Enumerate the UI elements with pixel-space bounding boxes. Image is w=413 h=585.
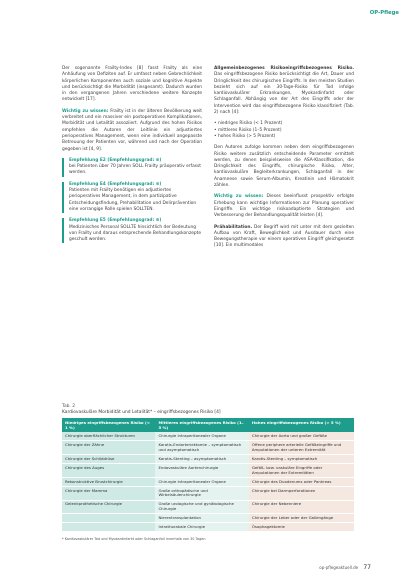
table-cell: Chirurgie des Auges <box>62 464 155 478</box>
table-cell: Chirurgie des Duodenums oder Pankreas <box>249 477 354 486</box>
table-cell: Chirurgie der Mamma <box>62 486 155 500</box>
left-column <box>62 66 202 248</box>
list-item: • mittleres Risiko (1–5 Prozent) <box>214 127 282 133</box>
lead-in: Wichtig zu wissen: <box>214 194 264 200</box>
recommendation-box <box>62 182 202 213</box>
lead-in: Wichtig zu wissen: <box>62 108 109 114</box>
table-row <box>62 500 354 514</box>
table-cell: Endovaskuläre Aortenchirurgie <box>155 464 248 478</box>
right-column <box>214 66 354 255</box>
recommendation-title: Empfehlung E4 (Empfehlungsgrad: ⊕) <box>69 181 162 187</box>
table-cell: Chirurgie der Schilddrüse <box>62 455 155 464</box>
page-footer <box>319 564 371 571</box>
column-header-medium: Mittleres eingriffsbezogenes Risiko (1–5 %) <box>155 418 248 432</box>
list-item: • niedriges Risiko (< 1 Prozent) <box>214 121 283 127</box>
column-header-high: Hohes eingriffsbezogenes Risiko (> 5 %) <box>249 418 354 432</box>
table-row <box>62 514 354 523</box>
table-row <box>62 464 354 478</box>
column-header-low: Niedriges eingriffsbezogenes Risiko (< 1 %) <box>62 418 155 432</box>
table-cell: Chirurgie der Zähne <box>62 441 155 455</box>
table-cell: Gefäß- bzw. vaskuläre Eingriffe oder Amputationen der Extremitäten <box>249 464 354 478</box>
recommendation-title: Empfehlung E5 (Empfehlungsgrad: ⊕) <box>69 218 162 224</box>
table-cell: Chirurgie der Aorta und großer Gefäße <box>249 432 354 440</box>
table-row <box>62 455 354 464</box>
table-caption <box>62 404 221 416</box>
table-cell: Chirurgie intraperitonealer Organe <box>155 477 248 486</box>
table-number: Tab. 2 <box>62 404 76 409</box>
paragraph <box>214 194 354 219</box>
table-cell: Chirurgie oberflächlicher Strukturen <box>62 432 155 440</box>
lead-in: Prähabilitation. <box>214 224 253 230</box>
paragraph: Der sogenannte Frailty-Index [8] fasst Frailty als eine Anhäufung von Defiziten auf. Er umfasst neben Gebrechlichkeit körperlichen Komponenten auch soziale und kognitive Aspekte und berücksichtigt die Morbidität (insgesamt). Dadurch wurden in den vergangenen Jahren verschiedene weitere Konzepte entwickelt [17]. <box>62 66 202 103</box>
paragraph-text: Der Begriff wird mit unter mit dem gezielten Aufbau von Kraft, Beweglichkeit und Ausdauer durch eine Bewegungstherapie vor einem operativen Eingriff gleichgesetzt [10]. Ein multimodales <box>214 224 354 249</box>
table-row <box>62 432 354 440</box>
table-row <box>62 477 354 486</box>
lead-in: Allgemeinbezogenes Risikoeingriffsbezogenes Risiko. <box>214 66 354 71</box>
list-item: • hohes Risiko (> 5 Prozent) <box>214 133 276 139</box>
table-row <box>62 486 354 500</box>
table-cell: Nierentransplantation <box>155 514 248 523</box>
paragraph <box>214 66 354 116</box>
journal-name: op-pflegeaktuell.de <box>319 565 359 570</box>
paragraph: Den Autoren zufolge kommen neben dem eingriffsbezogenen Risiko weitere zusätzlich entscheidende Parameter ermittelt werden, zu denen beispielsweise die ASA-Klassifikation, die Dringlichkeit des Eingriffs, chirurgische Risiko, Alter, kardiovaskuläre Begleiterkrankungen, Schlaganfall in der Anamnese sowie Serum-Albumin, Kreatinin und Hämatokrit zählen. <box>214 145 354 189</box>
table-cell: Intrathorakale Chirurgie <box>155 523 248 532</box>
table-cell: Chirurgie bei Darmperforationen <box>249 486 354 500</box>
recommendation-box <box>62 218 202 243</box>
table-cell: Chirurgie der Leber oder der Gallengänge <box>249 514 354 523</box>
table-row <box>62 441 354 455</box>
table-header-row <box>62 418 354 432</box>
table-footnote: * Kardiovaskulärer Tod und Myokardinfarkt oder Schlaganfall innerhalb von 30 Tagen <box>62 537 206 541</box>
page-number: 77 <box>363 564 371 571</box>
paragraph-text: Dieses beeinflusst prospektiv erfolgte Erhebung kann wichtige Informationen zur Planung operativer Eingriffe. Ein wichtige risikoadaptierte Strategien und Verbesserung der Behandlungsqualität leisten [4]. <box>214 194 354 219</box>
recommendation-body: bei Patienten über 70 Jahren SOLL Frailty präoperativ erfasst werden. <box>69 164 201 176</box>
recommendation-title: Empfehlung E2 (Empfehlungsgrad: ⊕) <box>69 157 162 163</box>
table-cell: Offene periphere arterielle Gefäßeingriffe und Amputationen der unteren Extremität <box>249 441 354 455</box>
table-cell: Chirurgie der Nebenniere <box>249 500 354 514</box>
table-cell: Karotis-Stenting – symptomatisch <box>249 455 354 464</box>
paragraph <box>62 109 202 153</box>
risk-table <box>62 418 354 532</box>
table-cell <box>62 523 155 532</box>
table-cell <box>62 514 155 523</box>
table-cell: Karotis-Endarteriektomie – symptomatisch und asymptomatisch <box>155 441 248 455</box>
recommendation-body: Medizinisches Personal SOLLTE hinsichtlich der Bedeutung von Frailty und daraus entsprechende Behandlungskonzepte geschult werden. <box>69 224 202 243</box>
table-cell: Rekonstruktive Brustchirurgie <box>62 477 155 486</box>
table-cell: Ösophagektomie <box>249 523 354 532</box>
recommendation-body: Patienten mit Frailty benötigen ein adjustiertes perioperatives Management, in dem partizipative Entscheidungsfindung, Prehabilitation und Delirprävention eine vorrangige Rolle spielen SOLLTEN. <box>69 188 197 212</box>
table-cell: Große orthopädische und Wirbelsäulenchirurgie <box>155 486 248 500</box>
table-title: Kardiovaskuläre Morbidität und Letalität* – eingriffsbezogenes Risiko [4] <box>62 410 221 415</box>
paragraph-text: Frailty ist in der älteren Bevölkerung weit verbreitet und ein massiver ein postoperativen Komplikationen, Morbidität und Letalität assoziiert. Aufgrund des hohen Risikos empfehlen die Autoren der Leitlinie ein adjustiertes perioperatives Management, wenn eine individuell angepasste Betreuung der Patienten vor, während und nach der Operation gegeben ist [4, 9]. <box>62 108 203 152</box>
table-cell: Große urologische und gynäkologische Chirurgie <box>155 500 248 514</box>
section-tag: OP-Pflege <box>369 10 399 16</box>
table-row <box>62 523 354 532</box>
table-cell: Karotis-Stenting – asymptomatisch <box>155 455 248 464</box>
paragraph <box>214 225 354 250</box>
table-cell: Gelenkprothetische Chirurgie <box>62 500 155 514</box>
recommendation-box <box>62 158 202 177</box>
table-cell: Chirurgie intraperitonealer Organe <box>155 432 248 440</box>
paragraph-text: Das eingriffsbezogene Risiko berücksichtigt die Art, Dauer und Dringlichkeit des chirurgischen Eingriffs. In den meisten Studien bezieht sich auf ein 30-Tage-Risiko für Tod infolge kardiovaskulärer Erkrankungen, Myokardinfarkt oder Schlaganfall. Abhängig von der Art des Eingriffs oder der Intervention wird das eingriffsbezogene Risiko klassifiziert (Tab. 2) nach [4]: <box>214 72 354 116</box>
risk-list <box>214 121 354 140</box>
